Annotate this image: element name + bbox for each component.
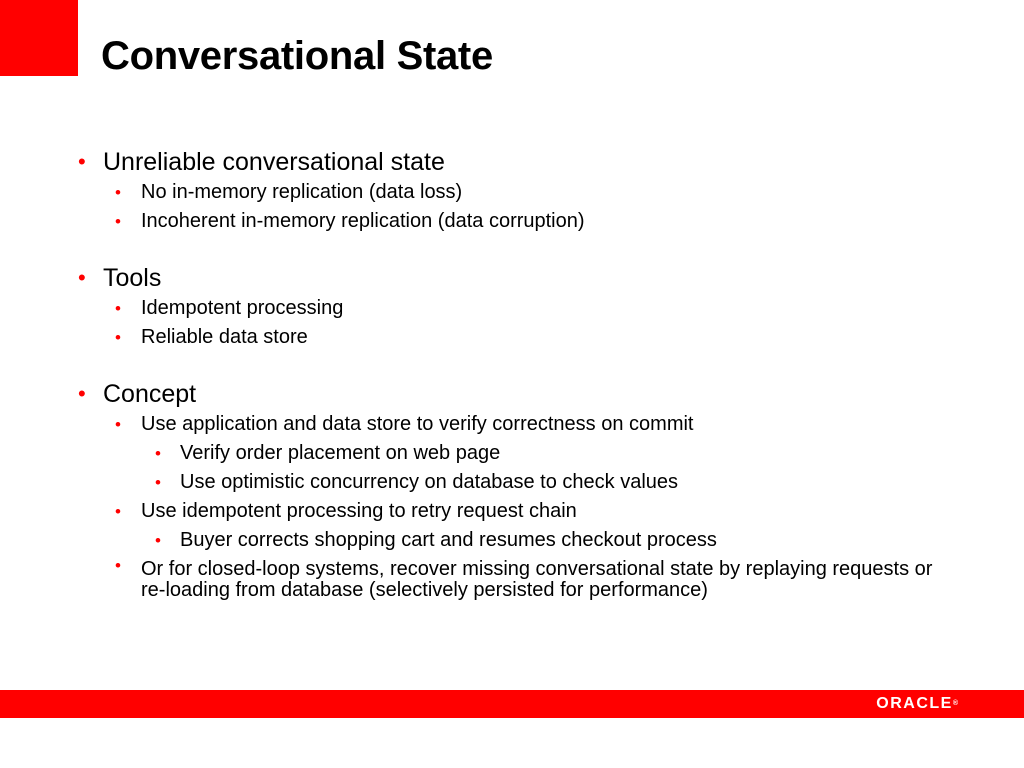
bullet-text: No in-memory replication (data loss) xyxy=(141,181,463,203)
bullet-list xyxy=(78,146,948,601)
bullet-text: Idempotent processing xyxy=(141,297,344,319)
bullet-icon: • xyxy=(115,328,121,347)
bullet-item xyxy=(78,146,948,178)
sub-bullet-item xyxy=(115,178,948,207)
registered-mark: ® xyxy=(952,700,958,707)
sub-bullet-item xyxy=(115,555,948,601)
oracle-logo xyxy=(876,695,958,713)
bullet-icon: • xyxy=(155,444,161,463)
bullet-text: Incoherent in-memory replication (data corruption) xyxy=(141,210,585,232)
bullet-icon: • xyxy=(115,502,121,521)
sub-bullet-item xyxy=(115,323,948,352)
bullet-item xyxy=(78,262,948,294)
sub-bullet-item xyxy=(115,207,948,236)
bullet-icon: • xyxy=(78,149,86,174)
bullet-icon: • xyxy=(155,473,161,492)
bullet-icon: • xyxy=(155,531,161,550)
bullet-text: Unreliable conversational state xyxy=(103,148,445,176)
bullet-icon: • xyxy=(78,381,86,406)
bullet-icon: • xyxy=(115,212,121,231)
bullet-icon: • xyxy=(115,556,121,575)
bullet-text: Use application and data store to verify correctness on commit xyxy=(141,413,694,435)
bullet-item xyxy=(78,378,948,410)
bullet-text: Use idempotent processing to retry request chain xyxy=(141,500,577,522)
bullet-text: Reliable data store xyxy=(141,326,308,348)
bullet-text: Verify order placement on web page xyxy=(180,442,501,464)
bullet-text: Use optimistic concurrency on database to check values xyxy=(180,471,679,493)
bullet-icon: • xyxy=(115,415,121,434)
sub-sub-bullet-item xyxy=(155,468,948,497)
sub-sub-bullet-item xyxy=(155,526,948,555)
bullet-text: Concept xyxy=(103,380,197,408)
sub-bullet-item xyxy=(115,497,948,526)
sub-bullet-item xyxy=(115,410,948,439)
sub-bullet-item xyxy=(115,294,948,323)
bullet-icon: • xyxy=(78,265,86,290)
bullet-icon: • xyxy=(115,299,121,318)
bullet-icon: • xyxy=(115,183,121,202)
logo-text: ORACLE xyxy=(876,695,953,712)
slide-title: Conversational State xyxy=(101,34,493,78)
bullet-text: Or for closed-loop systems, recover missing conversational state by replaying requests or re-loading from database (selectively persisted for performance) xyxy=(141,558,933,601)
sub-sub-bullet-item xyxy=(155,439,948,468)
bullet-text: Buyer corrects shopping cart and resumes checkout process xyxy=(180,529,717,551)
footer-bar xyxy=(0,690,1024,718)
bullet-text: Tools xyxy=(103,264,162,292)
corner-accent-block xyxy=(0,0,78,76)
